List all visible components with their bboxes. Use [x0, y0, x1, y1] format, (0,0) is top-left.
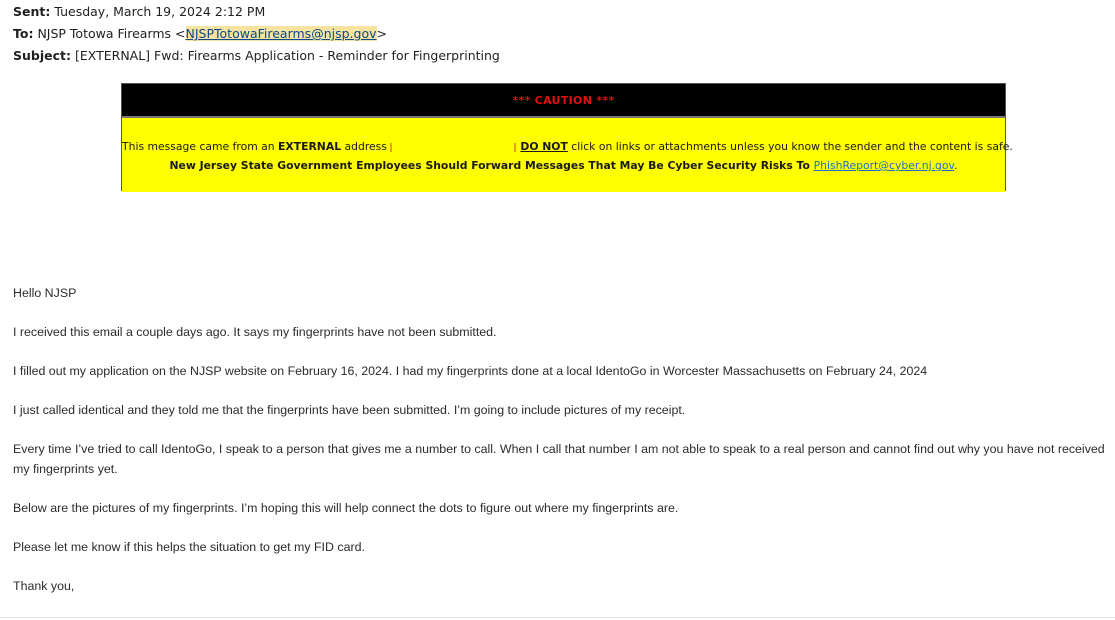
caution-body — [122, 118, 1013, 192]
to-name: NJSP Totowa Firearms < — [37, 26, 186, 41]
caution-title-bar — [122, 84, 1005, 118]
to-row — [13, 23, 500, 45]
to-label: To: — [13, 26, 34, 41]
phish-report-link[interactable]: PhishReport@cyber.nj.gov — [813, 159, 955, 172]
sent-row — [13, 1, 500, 23]
caution-line2-end: . — [954, 159, 958, 172]
caution-title: *** CAUTION *** — [512, 93, 615, 107]
caution-external: EXTERNAL — [278, 140, 342, 153]
caution-line2-text: New Jersey State Government Employees Should Forward Messages That May Be Cyber Security Risks To — [169, 159, 814, 172]
caution-line-2 — [122, 156, 1005, 175]
subject-row — [13, 45, 500, 67]
message-paragraph: Every time I’ve tried to call IdentoGo, I speak to a person that gives me a number to call. When I call that number I am not able to speak to a real person and cannot find out why you have not received my fingerprints yet. — [13, 442, 1105, 476]
message-paragraph: I just called identical and they told me that the fingerprints have been submitted. I’m going to include pictures of my receipt. — [13, 403, 686, 417]
caution-line-1 — [122, 137, 1013, 156]
to-suffix: > — [376, 26, 387, 41]
sent-label: Sent: — [13, 4, 51, 19]
caution-banner — [121, 83, 1013, 191]
redacted-sender-address — [390, 142, 520, 152]
caution-line1-pre: This message came from an — [122, 140, 279, 153]
caution-address: address — [341, 140, 391, 153]
to-email-link[interactable]: NJSPTotowaFirearms@njsp.gov — [185, 26, 377, 41]
message-paragraph: I filled out my application on the NJSP website on February 16, 2024. I had my fingerprints done at a local IdentoGo in Worcester Massachusetts on February 24, 2024 — [13, 364, 928, 378]
caution-do-not: DO NOT — [520, 140, 568, 153]
subject-value: [EXTERNAL] Fwd: Firearms Application - Reminder for Fingerprinting — [74, 48, 500, 63]
message-paragraph: Below are the pictures of my fingerprints. I’m hoping this will help connect the dots to figure out where my fingerprints are. — [13, 500, 679, 515]
sent-value: Tuesday, March 19, 2024 2:12 PM — [54, 4, 266, 19]
message-body — [13, 284, 1108, 616]
message-paragraph: I received this email a couple days ago. It says my fingerprints have not been submitted. — [13, 325, 497, 339]
subject-label: Subject: — [13, 48, 71, 63]
message-paragraph: Please let me know if this helps the situation to get my FID card. — [13, 539, 365, 554]
message-paragraph: Thank you, — [13, 578, 75, 593]
caution-line1-post: click on links or attachments unless you know the sender and the content is safe. — [567, 140, 1013, 153]
message-paragraph: Hello NJSP — [13, 286, 77, 300]
bottom-divider — [0, 617, 1115, 618]
email-header — [13, 1, 500, 67]
